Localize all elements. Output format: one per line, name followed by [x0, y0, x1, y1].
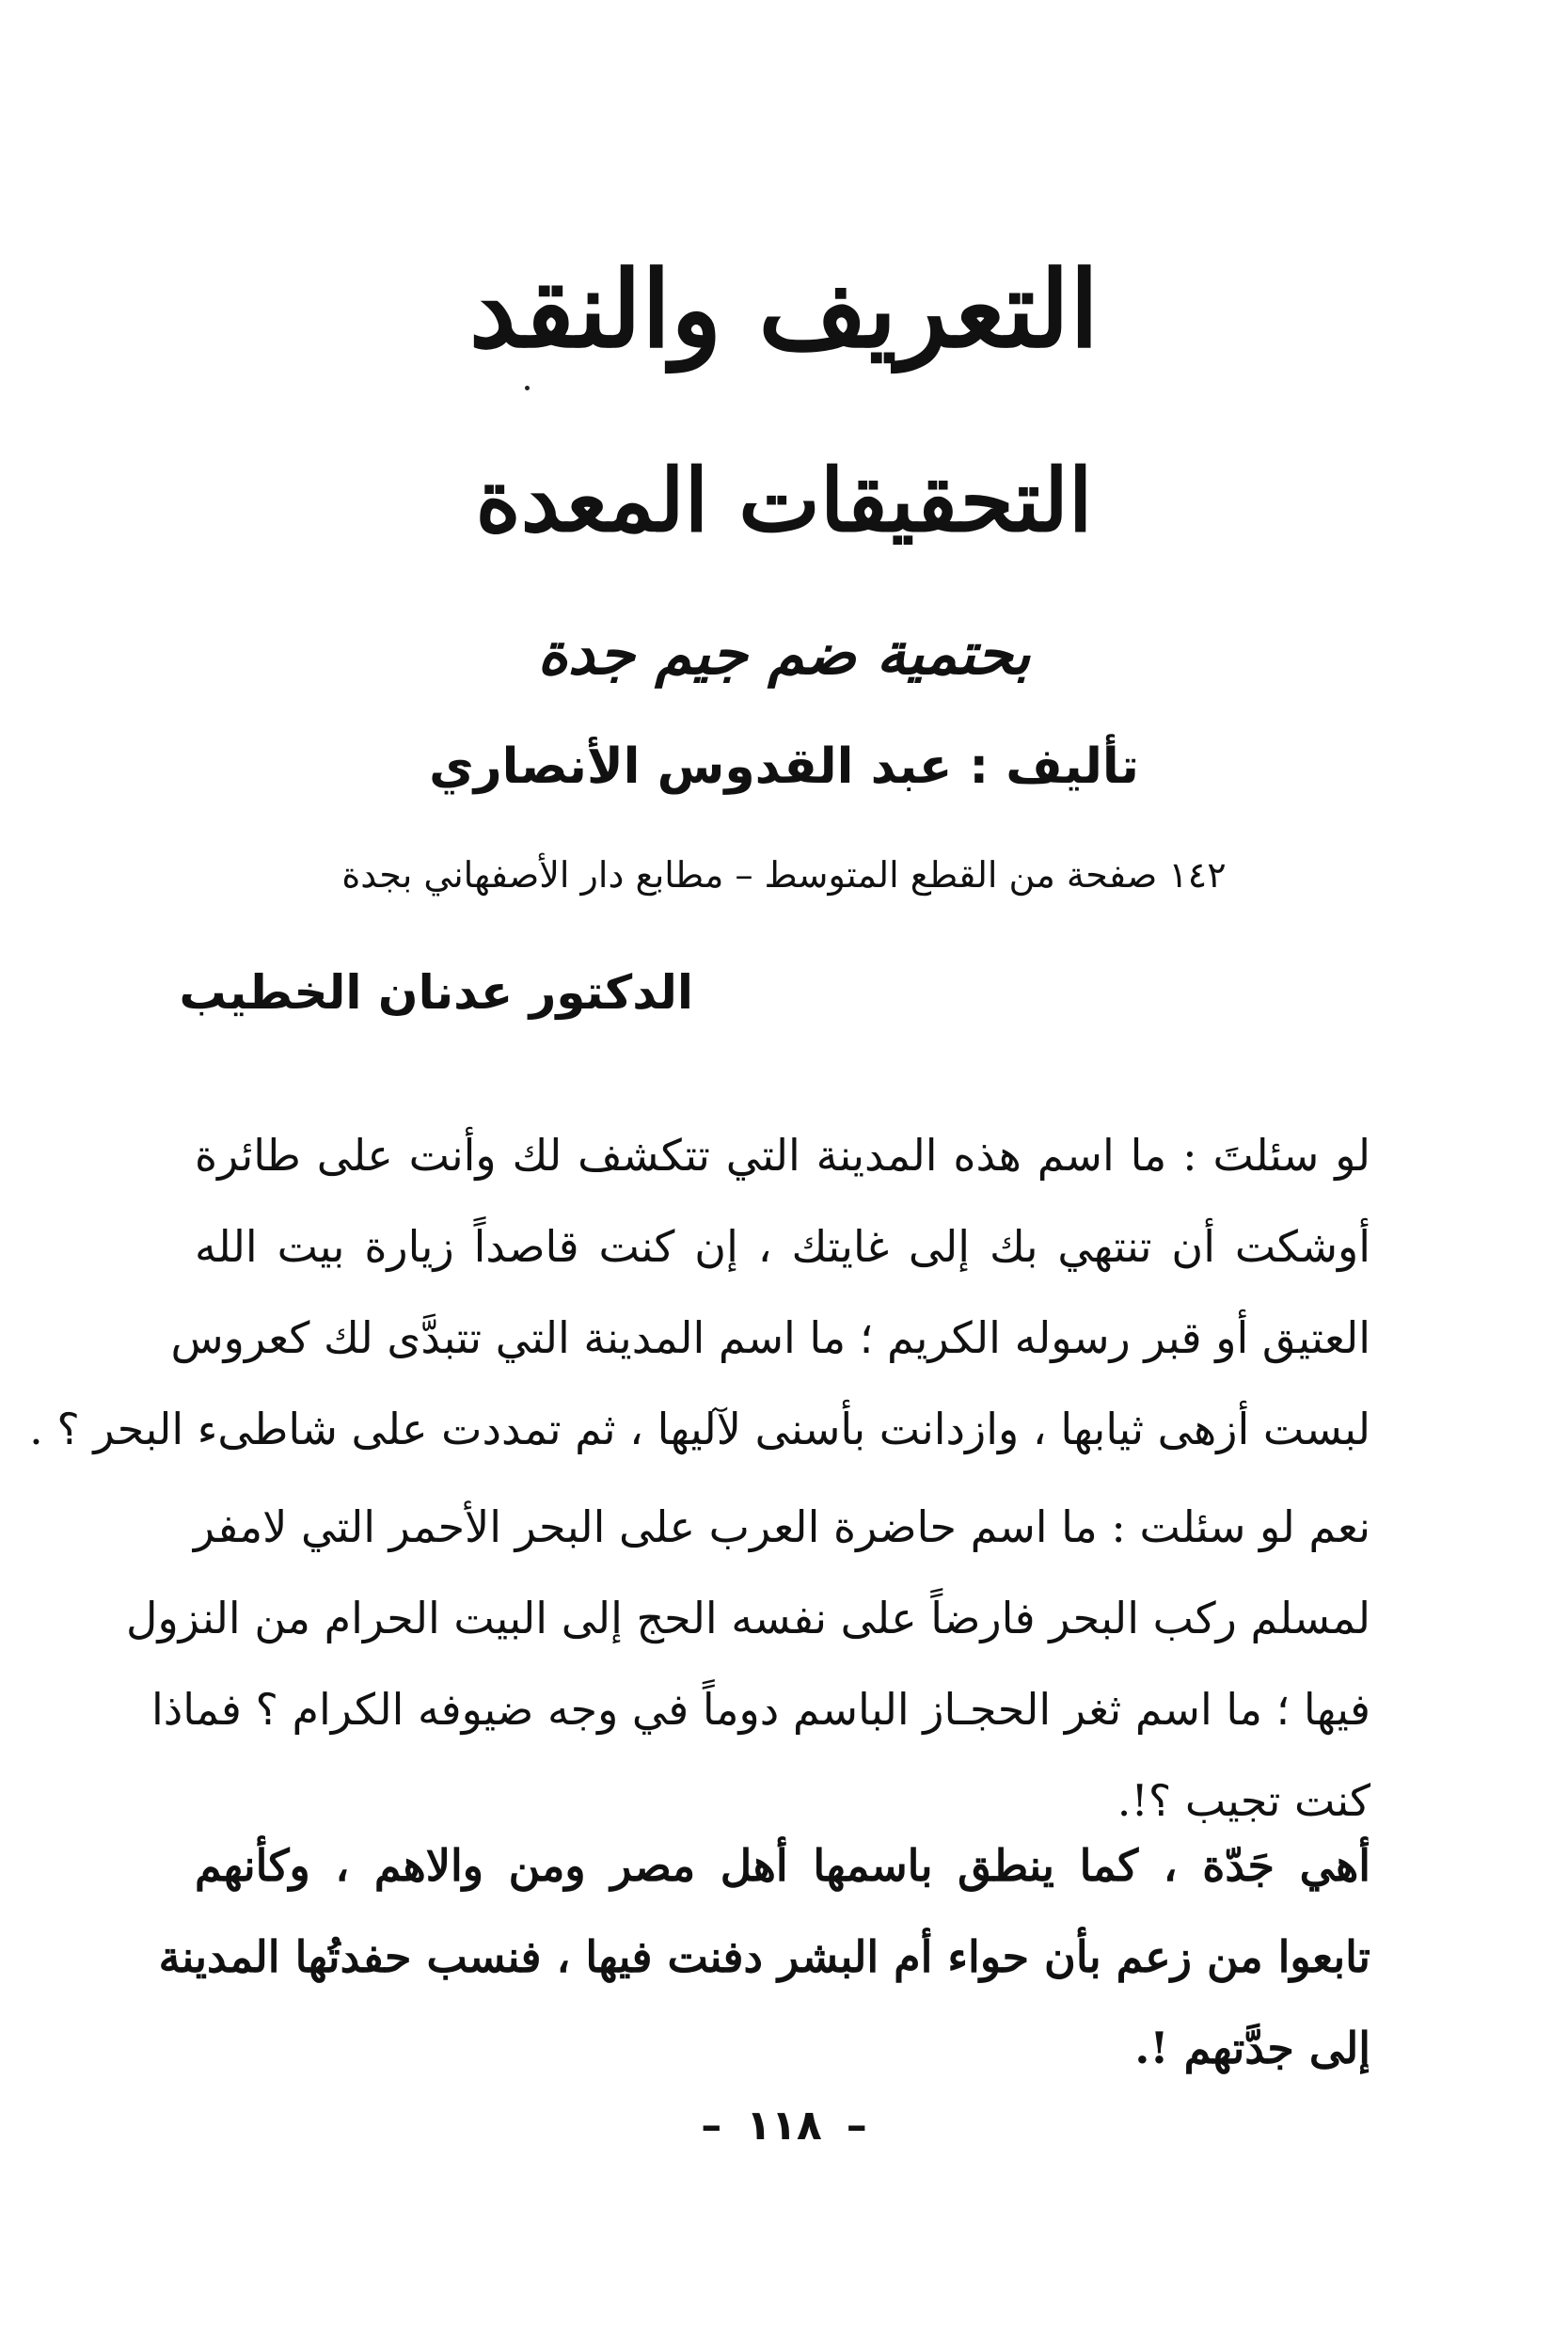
author-separator: :	[969, 738, 990, 795]
text-line: تابعوا من زعم بأن حواء أم البشر دفنت فيها ، فنسب حفدتُها المدينة	[158, 1931, 1370, 1982]
ink-dot	[525, 386, 530, 390]
body-paragraph-2	[126, 1482, 1370, 1847]
text-line: أهي جَدّة ، كما ينطق باسمها أهل مصر ومن والاهم ، وكأنهم	[195, 1840, 1370, 1891]
body-paragraph-1	[29, 1110, 1370, 1475]
page-number: ١١٨	[746, 2102, 822, 2150]
text-line: إلى جدَّتهم !.	[1134, 2023, 1370, 2073]
text-line: نعم لو سئلت : ما اسم حاضرة العرب على البحر الأحمر التي لامفر	[193, 1501, 1370, 1552]
text-line: لمسلم ركب البحر فارضاً على نفسه الحج إلى البيت الحرام من النزول	[126, 1593, 1370, 1643]
page-subtitle: التحقيقات المعدة	[475, 450, 1093, 551]
text-line: لبست أزهى ثيابها ، وازدانت بأسنى لآليها ، ثم تمددت على شاطىء البحر ؟ .	[29, 1404, 1370, 1454]
reviewer-name: الدكتور عدنان الخطيب	[179, 965, 693, 1020]
text-line: أوشكت أن تنتهي بك إلى غايتك ، إن كنت قاصداً زيارة بيت الله	[195, 1221, 1370, 1272]
publication-info: ١٤٢ صفحة من القطع المتوسط – مطابع دار الأصفهاني بجدة	[341, 854, 1227, 896]
page-title: التعريف والنقد	[468, 248, 1100, 372]
text-line: فيها ؛ ما اسم ثغر الحجـاز الباسم دوماً في وجه ضيوفه الكرام ؟ فماذا	[151, 1684, 1370, 1735]
page-number-dash-left: –	[701, 2102, 722, 2150]
body-paragraph-3	[158, 1820, 1370, 2094]
page-number-line	[188, 2093, 1380, 2159]
text-line: لو سئلتَ : ما اسم هذه المدينة التي تتكشف لك وأنت على طائرة	[195, 1130, 1370, 1181]
text-line: العتيق أو قبر رسوله الكريم ؛ ما اسم المدينة التي تتبدَّى لك كعروس	[170, 1312, 1370, 1363]
page-tagline: بحتمية ضم جيم جدة	[537, 619, 1031, 688]
author-prefix: تأليف	[1006, 738, 1139, 795]
author-line	[188, 729, 1380, 804]
text-line: كنت تجيب ؟!.	[1117, 1775, 1370, 1826]
page-number-dash-right: –	[846, 2102, 867, 2150]
author-name: عبد القدوس الأنصاري	[429, 738, 953, 795]
